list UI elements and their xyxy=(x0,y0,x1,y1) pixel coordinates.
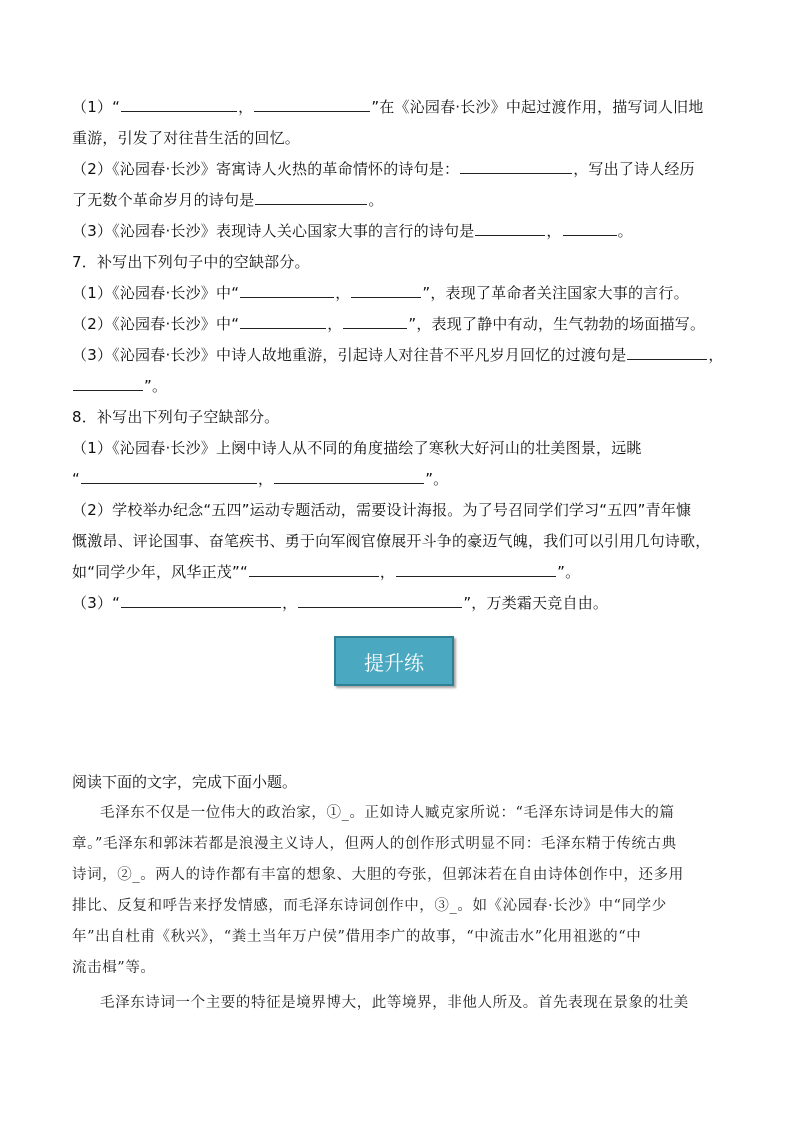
blank[interactable] xyxy=(274,469,424,484)
q6-line-1 xyxy=(72,97,732,117)
text: ”，表现了革命者关注国家大事的言行。 xyxy=(422,284,689,302)
q8-line-5 xyxy=(72,562,732,582)
text: （3）《沁园春·长沙》表现诗人关心国家大事的言行的诗句是 xyxy=(72,222,475,240)
blank[interactable] xyxy=(563,221,617,236)
text: 。 xyxy=(368,191,384,209)
q6-line-5 xyxy=(72,221,732,241)
passage-line: 诗词，②_。两人的诗作都有丰富的想象、大胆的夸张，但郭沫若在自由诗体创作中，还多用 xyxy=(72,867,684,883)
text: （2）《沁园春·长沙》中“ xyxy=(72,315,240,333)
text: ， xyxy=(282,594,298,612)
q8-line-3: （2）学校举办纪念“五四”运动专题活动，需要设计海报。为了号召同学们学习“五四”青年慷 xyxy=(72,501,692,519)
blank[interactable] xyxy=(240,283,334,298)
blank[interactable] xyxy=(81,469,257,484)
text: （1）《沁园春·长沙》中“ xyxy=(72,284,240,302)
blank[interactable] xyxy=(475,221,545,236)
blank[interactable] xyxy=(298,593,462,608)
text: （3）《沁园春·长沙》中诗人故地重游，引起诗人对往昔不平凡岁月回忆的过渡句是 xyxy=(72,346,627,364)
blank[interactable] xyxy=(240,314,326,329)
text: ”在《沁园春·长沙》中起过渡作用，描写词人旧地 xyxy=(371,98,704,116)
q6-line-3 xyxy=(72,159,732,179)
blank[interactable] xyxy=(343,314,407,329)
blank[interactable] xyxy=(255,190,367,205)
text: ， xyxy=(257,470,274,488)
reading-prompt: 阅读下面的文字，完成下面小题。 xyxy=(72,773,298,791)
passage-line: 毛泽东诗词一个主要的特征是境界博大，此等境界，非他人所及。首先表现在景象的壮美 xyxy=(100,995,689,1011)
text: 。 xyxy=(617,222,633,240)
text: ，写出了诗人经历 xyxy=(573,160,695,178)
q7-line-1 xyxy=(72,283,732,303)
passage-line: 章。”毛泽东和郭沫若都是浪漫主义诗人，但两人的创作形式明显不同：毛泽东精于传统古典 xyxy=(72,836,677,852)
text: （2）《沁园春·长沙》寄寓诗人火热的革命情怀的诗句是： xyxy=(72,160,460,178)
blank[interactable] xyxy=(121,593,281,608)
passage-line: 排比、反复和呼告来抒发情感，而毛泽东诗词创作中，③_。如《沁园春·长沙》中“同学少 xyxy=(72,898,667,914)
blank[interactable] xyxy=(351,283,421,298)
text: ”。 xyxy=(557,563,581,581)
text: ”。 xyxy=(144,377,168,395)
q6-line-2: 重游，引发了对往昔生活的回忆。 xyxy=(72,129,301,147)
q7-line-2 xyxy=(72,314,732,334)
text: ， xyxy=(238,98,254,116)
text: ”，万类霜天竞自由。 xyxy=(463,594,609,612)
text: ， xyxy=(546,222,562,240)
q8-heading: 8．补写出下列句子空缺部分。 xyxy=(72,408,280,426)
text: 如“同学少年，风华正茂”“ xyxy=(72,563,248,581)
blank[interactable] xyxy=(396,562,556,577)
q8-line-2 xyxy=(72,469,732,489)
passage-line: 流击楫”等。 xyxy=(72,960,156,976)
blank[interactable] xyxy=(121,97,237,112)
text: ， xyxy=(379,563,396,581)
text: ， xyxy=(708,346,724,364)
blank[interactable] xyxy=(460,159,572,174)
q8-line-6 xyxy=(72,593,732,613)
blank[interactable] xyxy=(249,562,379,577)
passage-line: 年”出自杜甫《秋兴》，“粪土当年万户侯”借用李广的故事，“中流击水”化用祖逖的“中 xyxy=(72,929,642,945)
text: （3）“ xyxy=(72,594,121,612)
q8-line-1: （1）《沁园春·长沙》上阕中诗人从不同的角度描绘了寒秋大好河山的壮美图景，远眺 xyxy=(72,439,642,457)
blank[interactable] xyxy=(73,376,143,391)
text: “ xyxy=(72,470,80,488)
q7-line-3 xyxy=(72,345,732,365)
blank[interactable] xyxy=(254,97,370,112)
passage-line: 毛泽东不仅是一位伟大的政治家，①_。正如诗人臧克家所说：“毛泽东诗词是伟大的篇 xyxy=(100,805,675,821)
q8-line-4: 慨激昂、评论国事、奋笔疾书、勇于向军阀官僚展开斗争的豪迈气魄，我们可以引用几句诗歌， xyxy=(72,532,711,550)
text: 了无数个革命岁月的诗句是 xyxy=(72,191,255,209)
text: （1）“ xyxy=(72,98,121,116)
q7-line-4 xyxy=(72,376,732,396)
text: ”。 xyxy=(425,470,449,488)
blank[interactable] xyxy=(627,345,707,360)
text: ， xyxy=(327,315,343,333)
section-banner: 提升练 xyxy=(334,636,454,686)
text: ， xyxy=(335,284,351,302)
q7-heading: 7．补写出下列句子中的空缺部分。 xyxy=(72,253,310,271)
q6-line-4 xyxy=(72,190,732,210)
text: ”，表现了静中有动，生气勃勃的场面描写。 xyxy=(408,315,706,333)
